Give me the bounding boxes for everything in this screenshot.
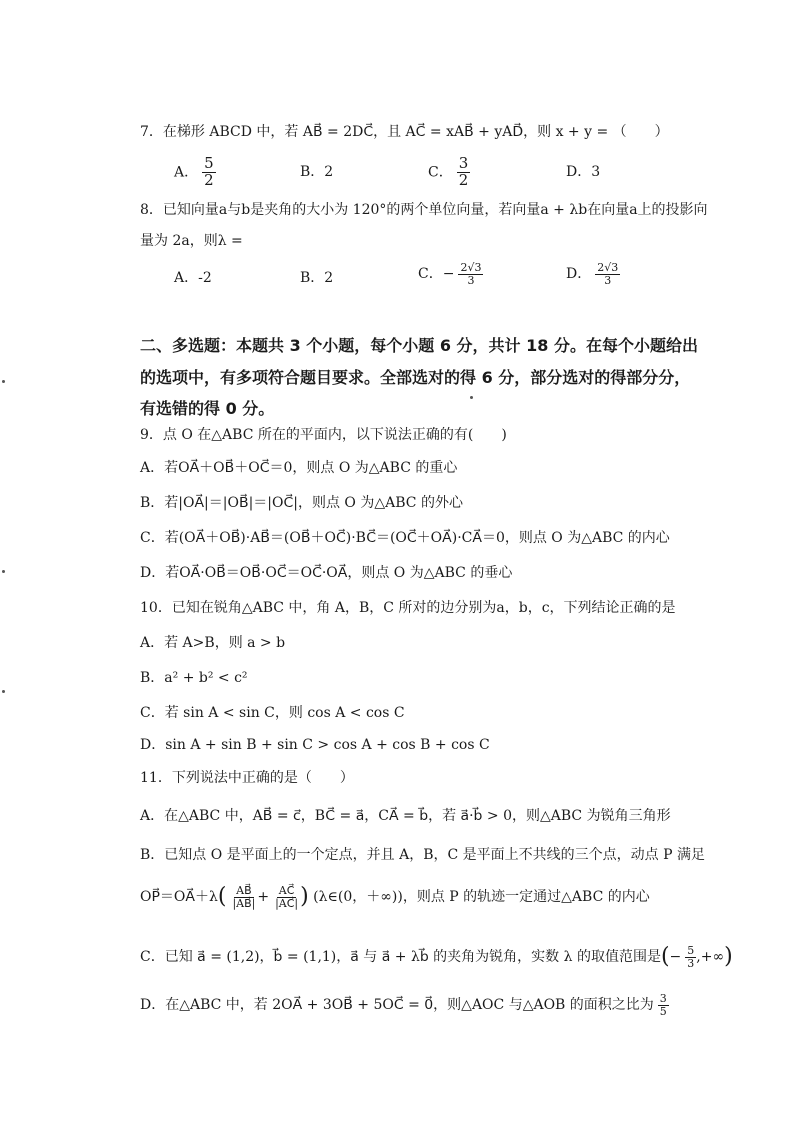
q11-c-den: 3 [687, 956, 695, 970]
q7-option-a-label: A． [174, 164, 199, 181]
q7-a-num: 5 [204, 154, 214, 172]
q7-option-d: D．3 [566, 164, 601, 180]
q10-option-b: B．a² + b² < c² [140, 670, 248, 686]
q10-option-a: A．若 A>B，则 a > b [140, 635, 286, 651]
q11-b-f2-den: |AC⃗| [275, 896, 299, 910]
q11-b-postfix: (λ∈(0，＋∞))，则点 P 的轨迹一定通过△ABC 的内心 [308, 889, 650, 905]
q11-c-fraction [685, 945, 696, 969]
q8-d-num: 2√3 [597, 261, 619, 274]
q10-option-c: C．若 sin A < sin C，则 cos A < cos C [140, 705, 405, 721]
q11-b-fraction-ac [273, 885, 300, 909]
q8-option-a: A．-2 [174, 270, 212, 286]
q8-option-c-label: C．− [418, 266, 455, 283]
scan-speck [2, 380, 5, 383]
q11-option-d [140, 990, 669, 1020]
q11-option-b-line2 [140, 880, 650, 914]
q8-option-b: B．2 [300, 270, 334, 286]
scan-speck [470, 396, 473, 399]
q11-b-left-paren: ( [217, 884, 227, 909]
q9-stem: 9．点 O 在△ABC 所在的平面内，以下说法正确的有( ) [140, 427, 507, 443]
q8-d-den: 3 [604, 273, 612, 287]
q7-option-c-fraction [457, 156, 471, 189]
q8-option-d-label: D． [566, 266, 592, 283]
q11-d-den: 5 [659, 1004, 667, 1018]
q11-c-num: 5 [687, 943, 695, 957]
q11-b-right-paren: ) [300, 884, 309, 909]
q11-c-right-paren: ) [724, 944, 733, 969]
q7-option-a-fraction [202, 156, 216, 189]
q11-c-neg: − [669, 949, 682, 965]
q11-option-a: A．在△ABC 中，AB⃗ = c⃗，BC⃗ = a⃗，CA⃗ = b⃗，若 a⃗·b⃗ > 0，则△ABC 为锐角三角形 [140, 808, 671, 824]
q9-option-d: D．若OA⃗·OB⃗＝OB⃗·OC⃗＝OC⃗·OA⃗，则点 O 为△ABC 的垂心 [140, 565, 513, 581]
q8-option-d-fraction [595, 262, 620, 286]
q7-option-c-label: C． [428, 164, 453, 181]
q9-option-b: B．若|OA⃗|＝|OB⃗|＝|OC⃗|，则点 O 为△ABC 的外心 [140, 495, 463, 511]
q7-a-den: 2 [204, 170, 214, 189]
q11-c-prefix: C．已知 a⃗ = (1,2)，b⃗ = (1,1)，a⃗ 与 a⃗ + λb⃗ 的夹角为锐角，实数 λ 的取值范围是 [140, 949, 661, 965]
q7-c-den: 2 [458, 170, 469, 189]
q8-option-d [566, 262, 620, 286]
q11-d-fraction [658, 993, 669, 1017]
q11-b-f1-num: AB⃗ [236, 883, 252, 897]
q10-option-d: D．sin A + sin B + sin C > cos A + cos B + cos C [140, 737, 490, 753]
q8-option-c-fraction [458, 262, 483, 286]
q11-b-f1-den: |AB⃗| [232, 896, 256, 910]
section2-heading-line2: 的选项中，有多项符合题目要求。全部选对的得 6 分，部分选对的得部分分， [140, 368, 691, 387]
q11-d-prefix: D．在△ABC 中，若 2OA⃗ + 3OB⃗ + 5OC⃗ = 0⃗，则△AOC 与△AOB 的面积之比为 [140, 997, 654, 1013]
section2-heading-line3: 有选错的得 0 分。 [140, 399, 275, 418]
q8-stem-line2: 量为 2a，则λ = [140, 233, 243, 249]
q8-c-den: 3 [467, 273, 475, 287]
scan-speck [2, 570, 5, 573]
q11-d-num: 3 [659, 991, 667, 1005]
q9-option-c: C．若(OA⃗＋OB⃗)·AB⃗＝(OB⃗＋OC⃗)·BC⃗＝(OC⃗＋OA⃗)·CA⃗＝0，则点 O 为△ABC 的内心 [140, 530, 670, 546]
q11-option-b-line1: B．已知点 O 是平面上的一个定点，并且 A，B，C 是平面上不共线的三个点，动点 P 满足 [140, 847, 705, 863]
q9-option-a: A．若OA⃗＋OB⃗＋OC⃗＝0，则点 O 为△ABC 的重心 [140, 460, 458, 476]
q8-stem-line1: 8．已知向量a与b是夹角的大小为 120°的两个单位向量，若向量a + λb在向量a上的投影向 [140, 202, 708, 218]
q7-stem: 7．在梯形 ABCD 中，若 AB⃗ = 2DC⃗，且 AC⃗ = xAB⃗ + yAD⃗，则 x + y = （ ） [140, 124, 669, 140]
q7-c-num: 3 [458, 154, 469, 172]
q7-option-b: B．2 [300, 164, 334, 180]
q7-option-a [174, 156, 216, 189]
q7-option-c [428, 156, 470, 189]
q11-c-postfix: ,+∞ [696, 949, 725, 965]
q11-stem: 11．下列说法中正确的是（ ） [140, 770, 354, 786]
q11-b-prefix: OP⃗＝OA⃗＋λ [140, 889, 218, 905]
q11-b-plus: + [257, 889, 270, 905]
q10-stem: 10．已知在锐角△ABC 中，角 A，B，C 所对的边分别为a，b，c，下列结论正确的是 [140, 600, 676, 616]
q11-option-c [140, 942, 733, 972]
scan-speck [2, 690, 5, 693]
q11-b-fraction-ab [230, 885, 257, 909]
q8-option-c [418, 262, 483, 286]
section2-heading-line1: 二、多选题：本题共 3 个小题，每个小题 6 分，共计 18 分。在每个小题给出 [140, 336, 698, 355]
q11-b-f2-num: AC⃗ [278, 883, 295, 897]
q11-c-left-paren: ( [660, 944, 670, 969]
q8-c-num: 2√3 [460, 261, 482, 274]
